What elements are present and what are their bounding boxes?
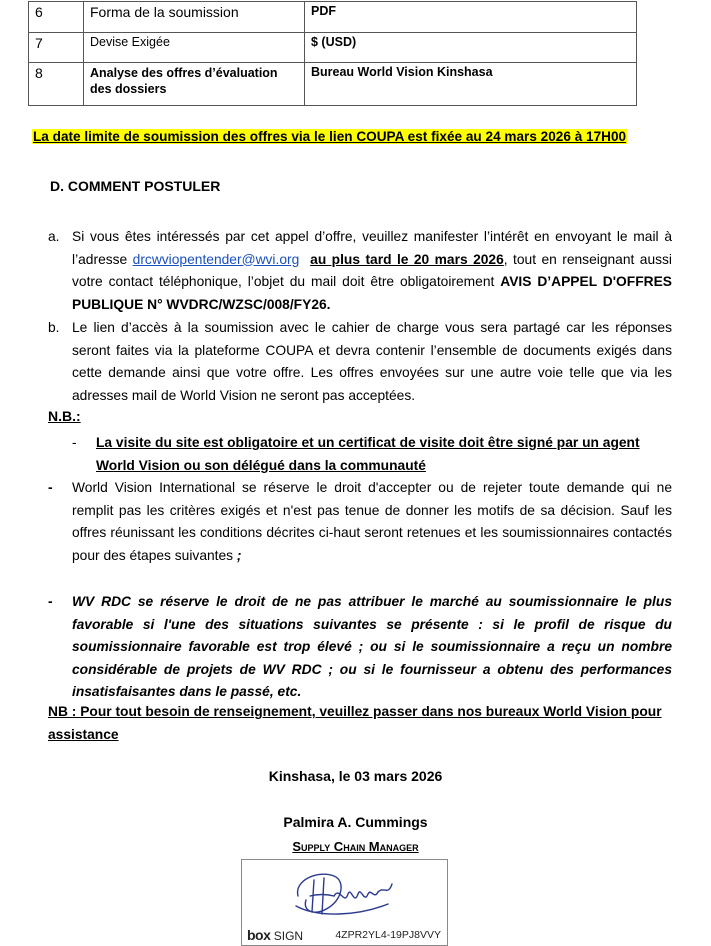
- nb-bullet3: WV RDC se réserve le droit de ne pas attribuer le marché au soumissionnaire le plus favorable si l'une des situations suivantes se présente : si le profil de risque du soumissionnaire favorable est trop élevé ; ou si le soumissionnaire a reçu un nombre considérable de projets de WV RDC ; ou si le fournisseur a obtenu des performances insatisfaisantes dans le passé, etc.: [72, 594, 672, 699]
- table-row: [29, 2, 637, 33]
- signatory-title: [0, 838, 711, 854]
- row-number: 7: [29, 33, 84, 63]
- nb-bullet1-marker: -: [72, 435, 77, 450]
- signatory-title-text: Supply Chain Manager: [292, 839, 419, 854]
- item-a-subject: AVIS D’APPEL D'OFFRES PUBLIQUE N° WVDRC/WZSC/008/FY26.: [72, 274, 672, 312]
- row-number: 6: [29, 2, 84, 33]
- row-value: Bureau World Vision Kinshasa: [305, 63, 637, 106]
- nb-bullet2: [72, 477, 672, 567]
- boxsign-brand-box: box: [247, 927, 271, 943]
- table-row: [29, 33, 637, 63]
- item-b-text: Le lien d’accès à la soumission avec le cahier de charge vous sera partagé car les réponses seront faites via la plateforme COUPA et devra contenir l’ensemble de documents exigés dans cette demande ainsi que votre offre. Les offres envoyées sur une autre voie telle que via les adresses mail de World Vision ne seront pas acceptées.: [72, 320, 672, 403]
- table-row: [29, 63, 637, 106]
- row-value: $ (USD): [305, 33, 637, 63]
- item-a-intro: Si vous êtes intéressés par cet appel d’offre, veuillez manifester l’intérêt en envoyant le mail à l’adresse: [72, 229, 672, 267]
- submission-info-table: [28, 1, 637, 106]
- deadline-notice: La date limite de soumission des offres via le lien COUPA est fixée au 24 mars 2026 à 17H00: [33, 129, 627, 144]
- item-a-marker: a.: [48, 229, 60, 244]
- row-number: 8: [29, 63, 84, 106]
- item-b-marker: b.: [48, 320, 60, 335]
- boxsign-brand-sign: SIGN: [273, 929, 304, 943]
- nb-bullet3-marker: -: [48, 594, 53, 609]
- item-a-text: [72, 226, 672, 316]
- item-a-deadline: au plus tard le 20 mars 2026: [310, 251, 504, 267]
- row-label: Analyse des offres d’évaluation des dossiers: [84, 63, 305, 106]
- place-date: Kinshasa, le 03 mars 2026: [268, 768, 443, 784]
- nb-bullet2-text: World Vision International se réserve le droit d'accepter ou de rejeter toute demande qui ne remplit pas les critères exigés et n'est pas tenue de donner les motifs de sa décision. Sauf les offres réunissant les conditions décrites ci-haut seront retenues et les soumissionnaires contactés pour des étapes suivantes: [72, 480, 672, 563]
- signature-box: [241, 859, 448, 946]
- row-value: PDF: [305, 2, 637, 33]
- row-label: Devise Exigée: [84, 33, 305, 63]
- signature-id: 4ZPR2YL4-19PJ8VVY: [335, 929, 441, 941]
- info-request-note: NB : Pour tout besoin de renseignement, veuillez passer dans nos bureaux World Vision pour assistance: [48, 704, 662, 742]
- nb-bullet2-end: ;: [233, 547, 242, 563]
- section-title: D. COMMENT POSTULER: [50, 178, 221, 194]
- item-a-middle: , tout en renseignant aussi votre contact téléphonique, l’objet du mail doit être obligatoirement: [72, 251, 672, 289]
- signatory-name: Palmira A. Cummings: [283, 814, 428, 830]
- row-label: Forma de la soumission: [84, 2, 305, 33]
- nb-heading: N.B.:: [48, 408, 81, 424]
- handwritten-signature: [288, 866, 403, 924]
- nb-bullet2-marker: -: [48, 480, 53, 495]
- boxsign-logo: [247, 927, 303, 943]
- nb-bullet1: La visite du site est obligatoire et un certificat de visite doit être signé par un agent World Vision ou son délégué dans la communauté: [96, 435, 640, 473]
- email-link[interactable]: drcwviopentender@wvi.org: [132, 251, 300, 267]
